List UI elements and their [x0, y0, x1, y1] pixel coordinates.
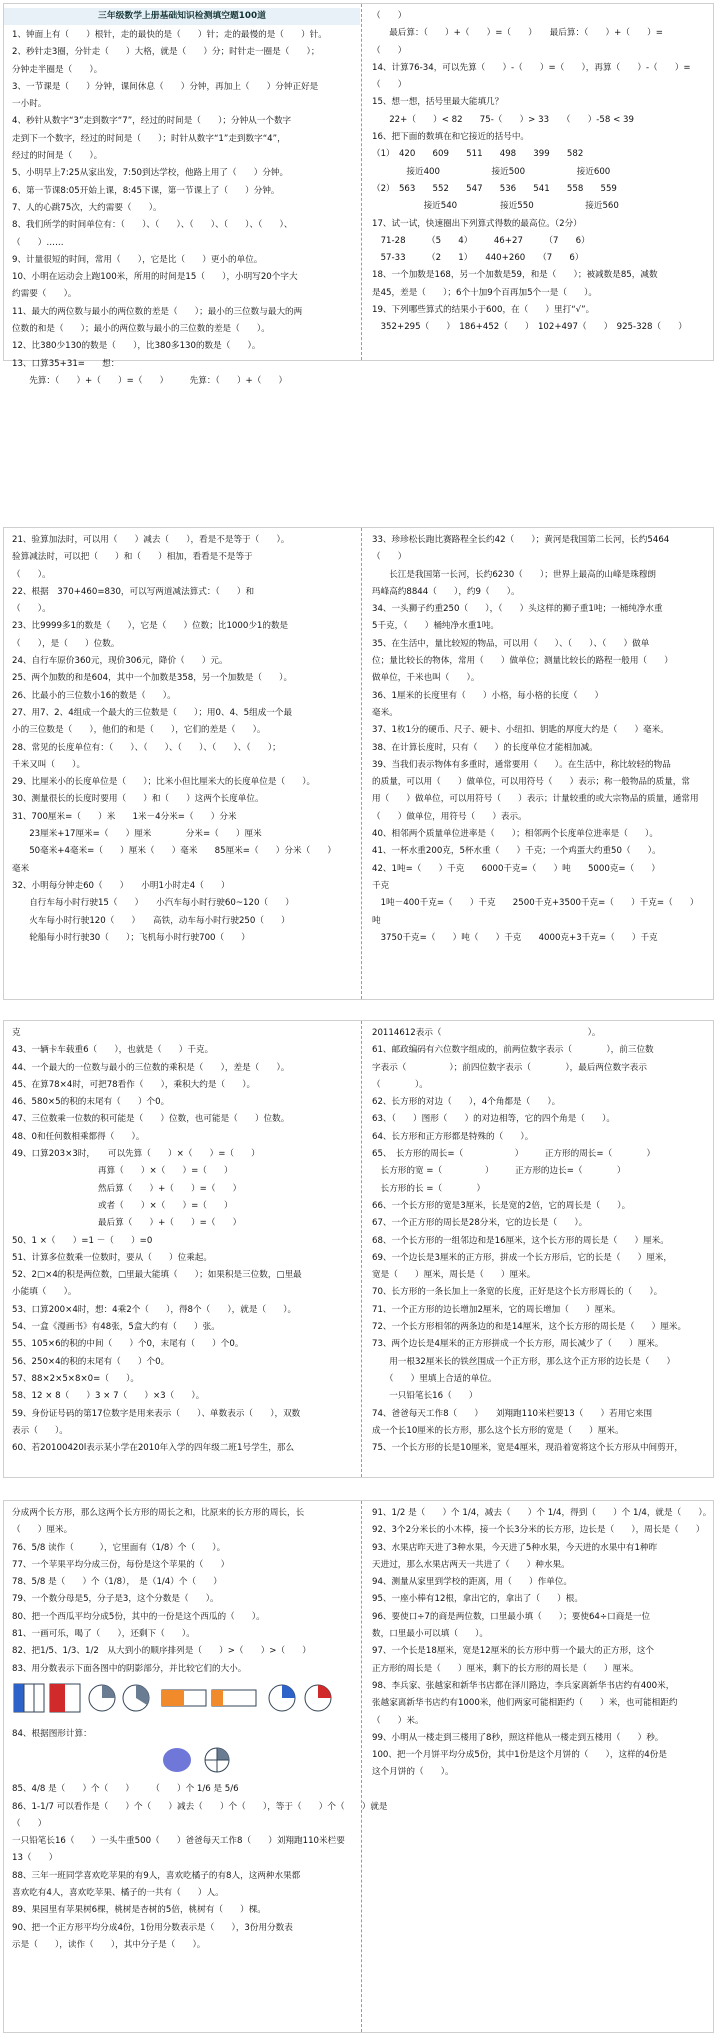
shaded-part [162, 1690, 184, 1706]
question-line: 15、想一想，括号里最大能填几？ [372, 97, 504, 108]
question-line: 66、一个长方形的宽是3厘米，长是宽的2倍，它的周长是（ ）。 [372, 1200, 631, 1211]
question-line: 3、一节课是（ ）分钟，课间休息（ ）分钟，再加上（ ）分钟正好是 [12, 81, 319, 92]
question-line: 千克 [372, 880, 390, 891]
question-line: 约需要（ ）。 [12, 289, 77, 300]
question-line: 经过的时间是（ ）。 [12, 151, 103, 162]
question-line: 25、两个加数的和是604，其中一个加数是358，另一个加数是（ ）。 [12, 673, 293, 684]
question-line: 63、（ ）图形（ ）的对边相等，它的四个角是（ ）。 [372, 1114, 615, 1125]
question-line: 86、1-1/7 可以看作是（ ）个（ ）减去（ ）个（ ），等于（ ）个（ ）就是 [12, 1801, 388, 1812]
question-line: （ ） [372, 45, 407, 56]
question-line: 97、一个长是18厘米，宽是12厘米的长方形中剪一个最大的正方形，这个 [372, 1646, 655, 1657]
question-line: 22+（ ）< 82 75-（ ）> 33 （ ）-58 < 39 [372, 114, 634, 125]
shaded-part [50, 1684, 65, 1712]
question-line: 成一个长10厘米的长方形，那么这个长方形的宽是（ ）厘米。 [372, 1425, 624, 1436]
question-line: 56、250×4的积的末尾有（ ）个0。 [12, 1356, 170, 1367]
question-line: 这个月饼的（ ）。 [372, 1767, 454, 1778]
page-4-right-column [364, 1501, 715, 2032]
question-line: 走到下一个数字，经过的时间是（ ）；时针从数字“1”走到数字“4”， [12, 133, 286, 144]
question-line: 千米又叫（ ）。 [12, 759, 86, 770]
question-line: （ ）米。 [372, 1715, 424, 1726]
question-line: 11、最大的两位数与最小的两位数的差是（ ）；最小的三位数与最大的两 [12, 306, 303, 317]
question-line: 62、长方形的对边（ ），4个角都是（ ）。 [372, 1097, 561, 1108]
question-line: 47、三位数乘一位数的积可能是（ ）位数，也可能是（ ）位数。 [12, 1114, 290, 1125]
question-line: 字表示（ ）；前四位数字表示（ ），最后两位数字表示 [372, 1062, 647, 1073]
question-line: 98、李兵家、张越家和新华书店都在泽川路边，李兵家离新华书店约有400米， [372, 1680, 675, 1691]
question-line: 最后算（ ）+（ ）=（ ） [12, 1218, 242, 1229]
question-line: （ ）做单位，用符号（ ）表示。 [372, 811, 527, 822]
question-line: 5、小明早上7:25从家出发，7:50到达学校，他路上用了（ ）分钟。 [12, 168, 289, 179]
column-divider [361, 528, 362, 999]
shaded-part [217, 1748, 229, 1760]
question-line: 21、验算加法时，可以用（ ）减去（ ），看是不是等于（ ）。 [12, 535, 290, 545]
question-line: 26、比最小的三位数小16的数是（ ）。 [12, 690, 176, 701]
question-line: 99、小明从一楼走到三楼用了8秒，照这样他从一楼走到五楼用（ ）秒。 [372, 1732, 664, 1743]
question-line: 65、 长方形的周长=（ ） 正方形的周长=（ ） [372, 1149, 656, 1160]
question-line: 位；量比较长的物体，常用（ ）做单位；测量比较长的路程一般用（ ） [372, 656, 673, 667]
shaded-part [282, 1685, 295, 1698]
question-line: （ ）。 [12, 569, 51, 580]
question-line: 52、2□×4的积是两位数，□里最大能填（ ）；如果积是三位数，□里最 [12, 1270, 302, 1281]
question-line: 10、小明在运动会上跑100米，所用的时间是15（ ），小明写20个字大 [12, 272, 298, 283]
question-line: 96、要使口÷7的商是两位数，口里最小填（ ）；要使64÷口商是一位 [372, 1611, 651, 1622]
page-1-left-column [4, 4, 360, 386]
question-line: 50毫米+4毫米=（ ）厘米（ ）毫米 85厘米=（ ）分米（ ） [12, 846, 336, 857]
question-line: 38、在计算长度时，只有（ ）的长度单位才能相加减。 [372, 742, 598, 753]
question-line: 分成两个长方形，那么这两个长方形的周长之和，比原来的长方形的周长，长 [12, 1508, 305, 1518]
question-line: 89、果园里有苹果树6棵，桃树是杏树的5倍，桃树有（ ）棵。 [12, 1905, 266, 1916]
question-line: 67、一个正方形的周长是28分米，它的边长是（ ）。 [372, 1218, 588, 1229]
question-line: 29、比厘米小的长度单位是（ ）；比米小但比厘米大的长度单位是（ ）。 [12, 777, 316, 788]
page-3-right-column [364, 1021, 715, 1477]
calculation-figure [12, 1743, 342, 1777]
question-line: 长方形的长 =（ ） [372, 1183, 486, 1194]
worksheet-page-3 [3, 1020, 714, 1478]
question-line: 100、把一个月饼平均分成5份，其中1份是这个月饼的（ ），这样的4份是 [372, 1750, 667, 1761]
question-line: 92、3个2分米长的小木棒，接一个长3分米的长方形，边长是（ ），周长是（ ） [372, 1525, 705, 1536]
question-line: 表示（ ）。 [12, 1425, 68, 1436]
question-line: 79、一个数分母是5，分子是3，这个分数是（ ）。 [12, 1594, 219, 1605]
question-line: 4、秒针从数字“3”走到数字“7”，经过的时间是（ ）；分钟从一个数字 [12, 116, 292, 127]
question-line: 88、三年一班同学喜欢吃苹果的有9人，喜欢吃橘子的有8人，这两种水果都 [12, 1870, 301, 1881]
question-line: （ ），是（ ）位数。 [12, 638, 120, 649]
column-divider [361, 1501, 362, 2032]
question-line: （ ）。 [12, 604, 51, 615]
question-line: 23厘米+17厘米=（ ）厘米 分米=（ ）厘米 [12, 829, 262, 840]
question-line: 28、常见的长度单位有：（ ）、（ ）、（ ）、（ ）、（ ）； [12, 742, 281, 753]
question-line: 60、若20100420l表示某小学在2010年入学的四年级二班1号学生，那么 [12, 1443, 295, 1454]
question-line: （ ）。 [372, 1079, 428, 1090]
question-line: 或者（ ）×（ ）=（ ） [12, 1200, 233, 1211]
question-line: 69、一个边长是3厘米的正方形，拼成一个长方形后，它的长是（ ）厘米， [372, 1252, 672, 1263]
question-line: 14、计算76-34，可以先算（ ）-（ ）=（ ），再算（ ）-（ ）= [372, 62, 691, 73]
question-line: 46、580×5的积的末尾有（ ）个0。 [12, 1097, 170, 1108]
question-line: 51、计算多位数乘一位数时，要从（ ）位乘起。 [12, 1252, 212, 1263]
question-line: 位数的和是（ ）；最小的两位数与最小的三位数的差是（ ）。 [12, 324, 270, 335]
page-4-left-column [4, 1501, 388, 2032]
fraction-shapes-figure [12, 1678, 342, 1722]
question-line: 是45，差是（ ）；6个十加9个百再加5个一是（ ）。 [372, 287, 597, 298]
question-line: 一只铅笔长16（ ） [372, 1391, 478, 1402]
question-line: 78、5/8 是（ ）个（1/8）， 是（1/4）个（ ） [12, 1577, 222, 1588]
question-line: 宽是（ ）厘米，周长是（ ）厘米。 [372, 1270, 536, 1281]
question-line: 57、88×2×5×8×0=（ ）。 [12, 1373, 140, 1384]
question-line: 85、4/8 是（ ）个（ ） （ ）个 1/6 是 5/6 [12, 1784, 239, 1795]
question-line: （ ） [372, 11, 407, 21]
shaded-part [102, 1685, 115, 1698]
question-line: 吨 [372, 915, 381, 926]
question-line: 61、邮政编码有六位数字组成的，前两位数字表示（ ），前三位数 [372, 1045, 654, 1056]
shaded-part [14, 1684, 24, 1712]
question-line: 自行车每小时行驶15（ ） 小汽车每小时行驶60~120（ ） [12, 898, 294, 909]
question-line: 39、当我们表示物体有多重时，通常要用（ ）。在生活中，称比较轻的物品 [372, 759, 671, 770]
page-2-left-column [4, 528, 360, 999]
page-1-right-column [364, 4, 715, 360]
question-line: 48、0和任何数相乘都得（ ）。 [12, 1131, 145, 1142]
question-line: 示是（ ），读作（ ），其中分子是（ ）。 [12, 1939, 206, 1950]
question-line: 天进过，那么水果店两天一共进了（ ）种水果。 [372, 1559, 570, 1570]
question-line: 45、在算78×4时，可把78看作（ ），乘积大约是（ ）。 [12, 1079, 256, 1090]
question-line: 长方形的宽 =（ ） 正方形的边长=（ ） [372, 1166, 626, 1177]
question-line: 75、一个长方形的长是10厘米，宽是4厘米，现沿着宽将这个长方形从中间剪开， [372, 1443, 683, 1454]
question-line: 44、一个最大的一位数与最小的三位数的乘积是（ ），差是（ ）。 [12, 1062, 290, 1073]
question-line: 72、一个长方形相邻的两条边的和是14厘米，这个长方形的周长是（ ）厘米。 [372, 1322, 687, 1333]
question-line: 352+295（ ） 186+452（ ） 102+497（ ） 925-328（ ） [372, 322, 687, 333]
question-line: （ ）厘米。 [12, 1525, 73, 1536]
question-line: 数，口里最小可以填（ ）。 [372, 1629, 489, 1640]
question-line: 59、身份证号码的第17位数字是用来表示（ ）、单数表示（ ），双数 [12, 1408, 301, 1419]
question-line: 20114612表示（ ）。 [372, 1028, 601, 1038]
worksheet-page-1 [3, 3, 714, 386]
question-line: 53、口算200×4时，想：4乘2个（ ），得8个（ ），就是（ ）。 [12, 1304, 297, 1315]
question-line: 玛峰高约8844（ ），约9（ ）。 [372, 586, 520, 597]
question-line: 83、用分数表示下面各图中的阴影部分，并比较它们的大小。 [12, 1663, 247, 1674]
question-line: 接近540 接近550 接近560 [372, 201, 619, 212]
question-line: 58、12 × 8（ ）3 × 7（ ）×3（ ）。 [12, 1391, 205, 1402]
question-line: （1） 420 609 511 498 399 582 [372, 149, 584, 160]
question-line: 最后算：（ ）+（ ）=（ ） 最后算：（ ）+（ ）= [372, 28, 663, 39]
question-line: 36、1厘米的长度里有（ ）小格，每小格的长度（ ） [372, 690, 604, 701]
question-line: 小能填（ ）。 [12, 1287, 77, 1298]
question-line: 用（ ）做单位，可以用符号（ ）表示；计量较重的或大宗物品的质量，通常用 [372, 794, 699, 805]
page-2-right-column [364, 528, 715, 999]
column-divider [361, 1021, 362, 1477]
question-line: 55、105×6的积的中间（ ）个0，末尾有（ ）个0。 [12, 1339, 244, 1350]
shaded-part [212, 1690, 223, 1706]
question-line: 30、测量很长的长度时要用（ ）和（ ）这两个长度单位。 [12, 794, 264, 805]
oval-figure [163, 1748, 191, 1772]
question-line: 一只铅笔长16（ ）一头牛重500（ ）爸爸每天工作8（ ）刘翔跑110米栏要 [12, 1836, 345, 1847]
question-line: 23、比9999多1的数是（ ），它是（ ）位数；比1000少1的数是 [12, 621, 289, 632]
question-line: 2、秒针走3圈，分针走（ ）大格，就是（ ）分；时针走一圈是（ ）； [12, 47, 320, 58]
question-line: （ ） [372, 552, 407, 563]
question-line: 77、一个苹果平均分成三份，每份是这个苹果的（ ） [12, 1559, 230, 1570]
question-line: 31、700厘米=（ ）米 1米－4分米=（ ）分米 [12, 811, 237, 822]
question-line: 小的三位数是（ ），他们的和是（ ），它们的差是（ ）。 [12, 725, 266, 736]
question-line: （ ）里填上合适的单位。 [372, 1373, 497, 1384]
question-line: 用一根32厘米长的铁丝围成一个正方形，那么这个正方形的边长是（ ） [372, 1356, 676, 1367]
question-line: 84、根据图形计算： [12, 1728, 92, 1739]
question-line: 32、小明每分钟走60（ ） 小明1小时走4（ ） [12, 880, 230, 891]
question-line: 35、在生活中，量比较短的物品，可以用（ ）、（ ）、（ ）做单 [372, 638, 650, 649]
question-line: 64、长方形和正方形都是特殊的（ ）。 [372, 1131, 534, 1142]
question-line: 49、口算203×3时， 可以先算（ ）×（ ）=（ ） [12, 1149, 260, 1160]
question-line: 81、一画可乐，喝了（ ），还剩下（ ）。 [12, 1629, 195, 1640]
question-line: 18、一个加数是168，另一个加数是59，和是（ ）；被减数是85，减数 [372, 270, 658, 281]
question-line: （ ） [12, 1818, 47, 1829]
question-line: 张越家离新华书店约有1000米，他们两家可能相距约（ ）米，也可能相距约 [372, 1698, 678, 1709]
question-line: 54、一盒《漫画书》有48张，5盒大约有（ ）张。 [12, 1322, 220, 1333]
question-line: 9、计量很短的时间，常用（ ），它是比（ ）更小的单位。 [12, 254, 263, 265]
question-line: 接近400 接近500 接近600 [372, 166, 611, 177]
question-line: 轮船每小时行驶30（ ）；飞机每小时行驶700（ ） [12, 932, 250, 943]
question-line: 93、水果店昨天进了3种水果，今天进了5种水果，今天进的水果中有1种昨 [372, 1542, 658, 1553]
question-line: 17、试一试，快速圈出下列算式得数的最高位。（2分） [372, 218, 582, 229]
question-line: 克 [12, 1028, 21, 1038]
question-line: 6、第一节课8:05开始上课，8:45下课，第一节课上了（ ）分钟。 [12, 185, 280, 196]
question-line: （ ） [372, 80, 407, 91]
worksheet-page-4 [3, 1500, 714, 2033]
question-line: 12、比380少130的数是（ ），比380多130的数是（ ）。 [12, 341, 261, 352]
question-line: 74、爸爸每天工作8（ ） 刘翔跑110米栏要13（ ）若用它来围 [372, 1408, 653, 1419]
question-line: 43、一辆卡车载重6（ ），也就是（ ）千克。 [12, 1045, 214, 1056]
question-line: 19、下列哪些算式的结果小于600，在（ ）里打“√”。 [372, 305, 595, 316]
question-line: 70、长方形的一条长加上一条宽的长度，正好是这个长方形周长的（ ）。 [372, 1287, 663, 1298]
question-line: 40、相邻两个质量单位进率是（ ）；相邻两个长度单位进率是（ ）。 [372, 829, 658, 840]
question-line: 13、口算35+31= 想： [12, 358, 120, 369]
column-divider [361, 4, 362, 360]
worksheet-title: 三年级数学上册基础知识检测填空题100道 [4, 8, 360, 25]
question-line: 先算：（ ）+（ ）=（ ） 先算：（ ）+（ ） [12, 375, 288, 386]
question-line: 3750千克=（ ）吨（ ）千克 4000克+3千克=（ ）千克 [372, 932, 658, 943]
question-line: 73、两个边长是4厘米的正方形拼成一个长方形，周长减少了（ ）厘米。 [372, 1339, 664, 1350]
page-3-left-column [4, 1021, 360, 1477]
question-line: 34、一头狮子约重250（ ），（ ）头这样的狮子重1吨；一桶纯净水重 [372, 604, 663, 615]
question-line: 毫米 [12, 863, 30, 874]
question-line: 长江是我国第一长河，长约6230（ ）；世界上最高的山峰是珠穆朗 [372, 569, 656, 580]
question-line: 91、1/2 是（ ）个 1/4，减去（ ）个 1/4，得到（ ）个 1/4，就是（ ）。 [372, 1508, 712, 1518]
question-line: 7、人的心跳75次，大约需要（ ）。 [12, 202, 162, 213]
worksheet-page-2 [3, 527, 714, 1000]
question-line: 火车每小时行驶120（ ） 高铁，动车每小时行驶250（ ） [12, 915, 290, 926]
question-line: 13（ ） [12, 1853, 58, 1864]
question-line: 33、珍珍松长跑比赛路程全长约42（ ）；黄河是我国第二长河，长约5464 [372, 535, 670, 545]
question-line: 毫米。 [372, 707, 398, 718]
question-line: 24、自行车原价360元，现价306元，降价（ ）元。 [12, 656, 228, 667]
question-line: 的质量，可以用（ ）做单位，可以用符号（ ）表示；称一般物品的质量，常 [372, 777, 690, 788]
question-line: 68、一个长方形的一组邻边和是16厘米，这个长方形的周长是（ ）厘米。 [372, 1235, 669, 1246]
question-line: （ ）…… [12, 237, 64, 248]
question-line: 71-28 （5 4） 46+27 （7 6） [372, 235, 590, 246]
question-line: 42、1吨=（ ）千克 6000千克=（ ）吨 5000克=（ ） [372, 863, 660, 874]
question-line: 71、一个正方形的边长增加2厘米，它的周长增加（ ）厘米。 [372, 1304, 621, 1315]
question-line: （2） 563 552 547 536 541 558 559 [372, 183, 617, 194]
question-line: 然后算（ ）+（ ）=（ ） [12, 1183, 242, 1194]
question-line: 再算（ ）×（ ）=（ ） [12, 1166, 233, 1177]
question-line: 分钟走半圈是（ ）。 [12, 64, 103, 75]
question-line: 90、把一个正方形平均分成4份，1份用分数表示是（ ），3份用分数表 [12, 1922, 293, 1933]
question-line: 76、5/8 读作（ ），它里面有（1/8）个（ ）。 [12, 1542, 226, 1553]
question-line: 16、把下面的数填在和它接近的括号中。 [372, 132, 530, 143]
shaded-part [318, 1685, 331, 1698]
question-line: 正方形的周长是（ ）厘米，剩下的长方形的周长是（ ）厘米。 [372, 1663, 639, 1674]
question-line: 57-33 （2 1） 440+260 （7 6） [372, 253, 584, 264]
question-line: 95、一座小棒有12根，拿出它的，拿出了（ ）根。 [372, 1594, 583, 1605]
question-line: 一小时。 [12, 99, 47, 110]
question-line: 22、根据 370+460=830，可以写两道减法算式：（ ）和 [12, 586, 255, 597]
question-line: 41、一杯水重200克，5杯水重（ ）千克；一个鸡蛋大约重50（ ）。 [372, 846, 661, 857]
question-line: 喜欢吃有4人，喜欢吃苹果、橘子的一共有（ ）人。 [12, 1888, 224, 1899]
question-line: 8、我们所学的时间单位有：（ ）、（ ）、（ ）、（ ）、（ ）、 [12, 220, 293, 231]
question-line: 验算减法时，可以把（ ）和（ ）相加，看看是不是等于 [12, 552, 253, 563]
question-line: 做单位，千米也叫（ ）。 [372, 673, 480, 684]
question-line: 94、测量从家里到学校的距离，用（ ）作单位。 [372, 1577, 572, 1588]
question-line: 5千克，（ ）桶纯净水重1吨。 [372, 621, 499, 632]
question-line: 50、1 ×（ ）=1 －（ ）=0 [12, 1235, 153, 1246]
question-line: 37、1枚1分的硬币、尺子、硬卡、小纽扣、钥匙的厚度大约是（ ）毫米。 [372, 725, 669, 736]
question-line: 80、把一个西瓜平均分成5份，其中的一份是这个西瓜的（ ）。 [12, 1611, 265, 1622]
question-line: 1、钟面上有（ ）根针，走的最快的是（ ）针；走的最慢的是（ ）针。 [12, 30, 327, 40]
question-line: 27、用7、2、4组成一个最大的三位数是（ ）；用0、4、5组成一个最 [12, 707, 293, 718]
question-line: 1吨－400千克=（ ）千克 2500千克+3500千克=（ ）千克=（ ） [372, 898, 699, 909]
question-line: 82、把1/5、1/3、1/2 从大到小的顺序排列是（ ）>（ ）>（ ） [12, 1646, 311, 1657]
